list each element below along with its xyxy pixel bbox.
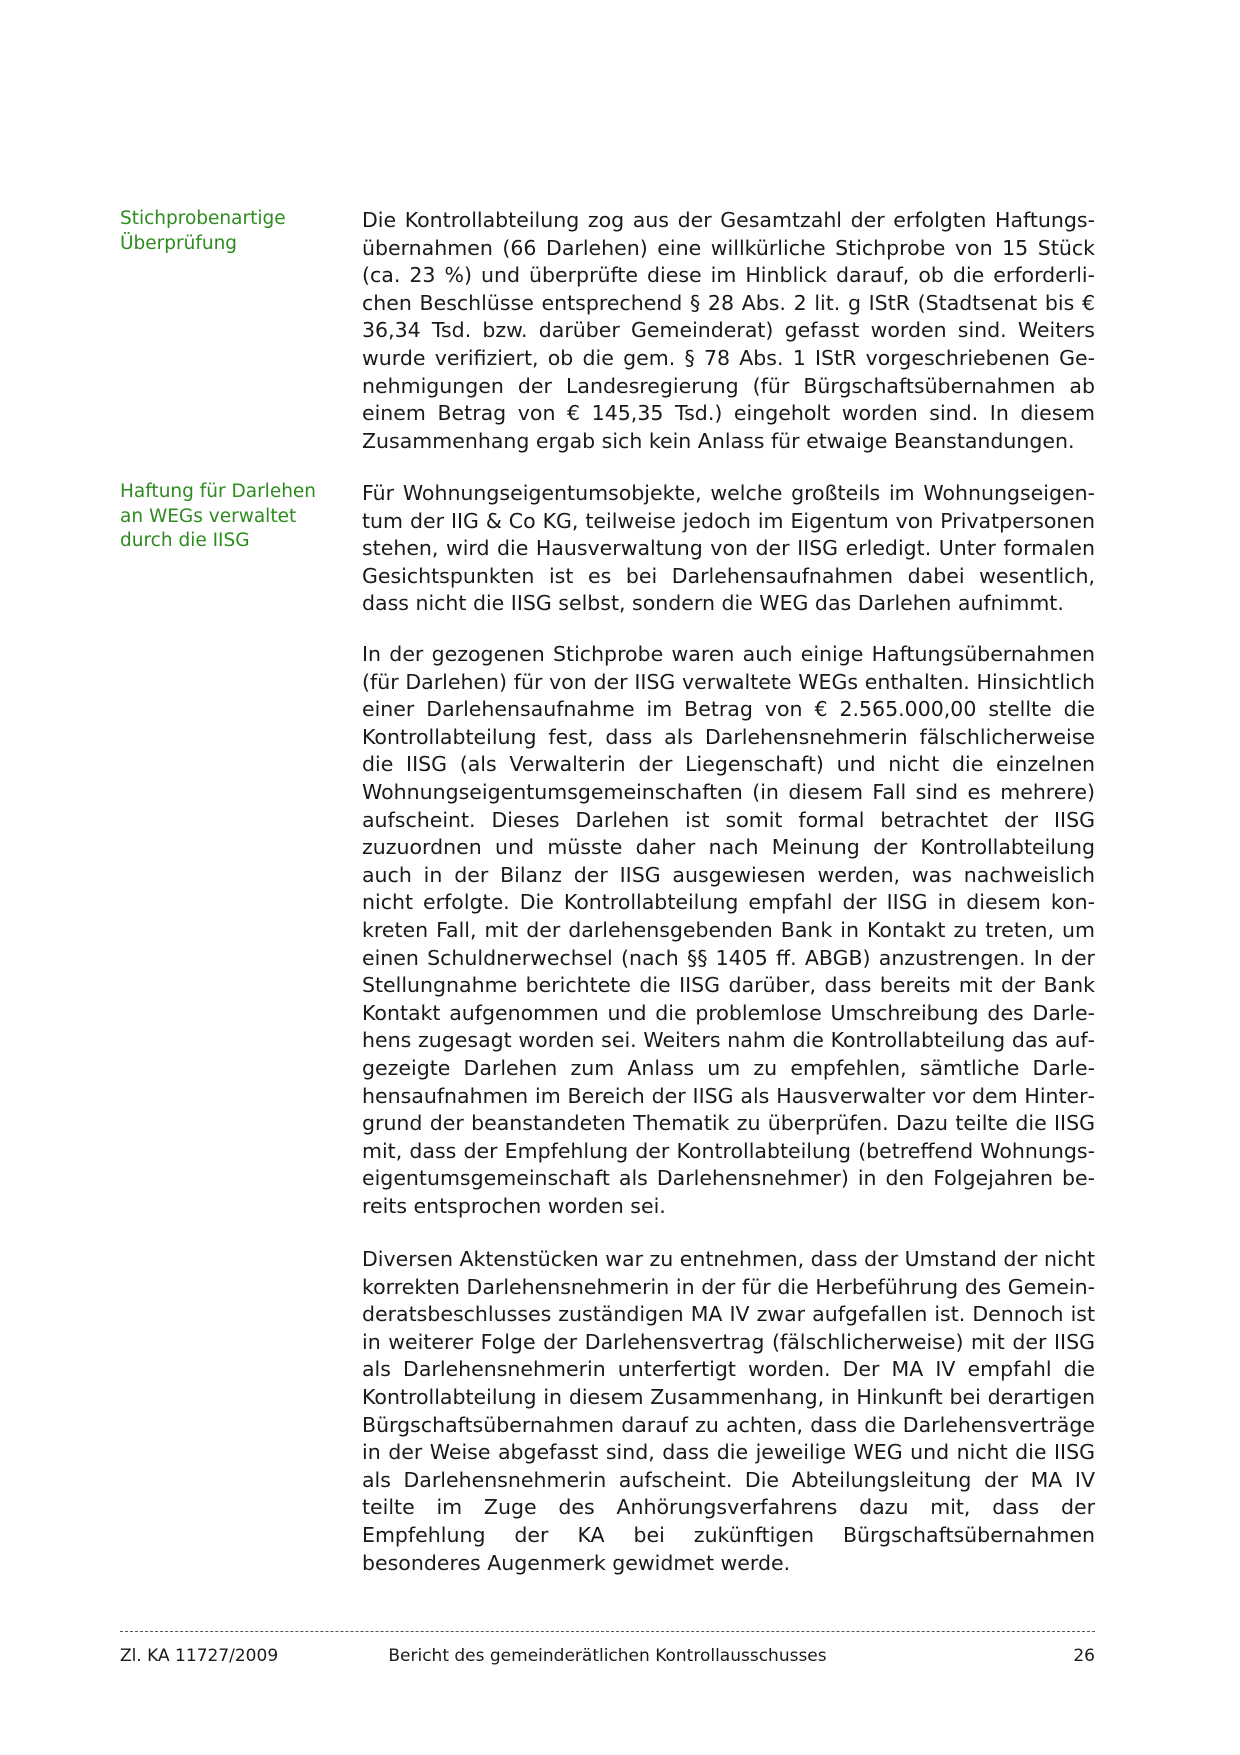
- paragraph: Die Kontrollabteilung zog aus der Gesamtzahl der erfolgten Haftungsübernahmen (66 Darlehen) eine willkürliche Stichprobe von 15 Stück (ca. 23 %) und überprüfte diese im Hinblick darauf, ob die erforderlichen Beschlüsse entsprechend § 28 Abs. 2 lit. g IStR (Stadtsenat bis € 36,34 Tsd. bzw. darüber Gemeinderat) gefasst worden sind. Weiters wurde verifiziert, ob die gem. § 78 Abs. 1 IStR vorgeschriebenen Genehmigungen der Landesregierung (für Bürgschaftsübernahmen ab einem Betrag von € 145,35 Tsd.) eingeholt worden sind. In diesem Zusammenhang ergab sich kein Anlass für etwaige Beanstandungen.: [362, 208, 1095, 453]
- section-body-stichprobe: [362, 207, 1095, 455]
- page-footer: [120, 1645, 1095, 1669]
- section-body-darlehen: [362, 641, 1095, 1220]
- section-body-aktenstuecke: [362, 1246, 1095, 1577]
- paragraph: In der gezogenen Stichprobe waren auch einige Haftungsübernahmen (für Darlehen) für von der IISG verwaltete WEGs enthalten. Hinsichtlich einer Darlehensaufnahme im Betrag von € 2.565.000,00 stellte die Kontrollabteilung fest, dass als Darlehensnehmerin fälschlicherweise die IISG (als Verwalterin der Liegenschaft) und nicht die einzelnen Wohnungseigentumsgemeinschaften (in diesem Fall sind es mehrere) aufscheint. Dieses Darlehen ist somit formal betrachtet der IISG zuzuordnen und müsste daher nach Meinung der Kontrollabteilung auch in der Bilanz der IISG ausgewiesen werden, was nachweislich nicht erfolgte. Die Kontrollabteilung empfahl der IISG in diesem konkreten Fall, mit der darlehensgebenden Bank in Kontakt zu treten, um einen Schuldnerwechsel (nach §§ 1405 ff. ABGB) anzustrengen. In der Stellungnahme berichtete die IISG darüber, dass bereits mit der Bank Kontakt aufgenommen und die problemlose Umschreibung des Darlehens zugesagt worden sei. Weiters nahm die Kontrollabteilung das aufgezeigte Darlehen zum Anlass um zu empfehlen, sämtliche Darlehensaufnahmen im Bereich der IISG als Hausverwalter vor dem Hintergrund der beanstandeten Thematik zu überprüfen. Dazu teilte die IISG mit, dass der Empfehlung der Kontrollabteilung (betreffend Wohnungseigentumsgemeinschaft als Darlehensnehmer) in den Folgejahren bereits entsprochen worden sei.: [362, 642, 1095, 1218]
- page-number: 26: [1073, 1646, 1095, 1666]
- footer-reference: Zl. KA 11727/2009: [120, 1646, 279, 1666]
- footer-divider: [120, 1631, 1095, 1632]
- section-body-haftung: [362, 480, 1095, 618]
- paragraph: Für Wohnungseigentumsobjekte, welche großteils im Wohnungseigentum der IIG & Co KG, teilweise jedoch im Eigentum von Privatpersonen stehen, wird die Hausverwaltung von der IISG erledigt. Unter formalen Gesichtspunkten ist es bei Darlehensaufnahmen dabei wesentlich, dass nicht die IISG selbst, sondern die WEG das Darlehen aufnimmt.: [362, 481, 1095, 616]
- margin-note-stichprobe: Stichprobenartige Überprüfung: [120, 208, 286, 254]
- margin-note-haftung: Haftung für Darlehen an WEGs verwaltet durch die IISG: [120, 481, 317, 551]
- footer-title: Bericht des gemeinderätlichen Kontrollausschusses: [388, 1646, 827, 1666]
- paragraph: Diversen Aktenstücken war zu entnehmen, dass der Umstand der nicht korrekten Darlehensnehmerin in der für die Herbeführung des Gemeinderatsbeschlusses zuständigen MA IV zwar aufgefallen ist. Dennoch ist in weiterer Folge der Darlehensvertrag (fälschlicherweise) mit der IISG als Darlehensnehmerin unterfertigt worden. Der MA IV empfahl die Kontrollabteilung in diesem Zusammenhang, in Hinkunft bei derartigen Bürgschaftsübernahmen darauf zu achten, dass die Darlehensverträge in der Weise abgefasst sind, dass die jeweilige WEG und nicht die IISG als Darlehensnehmerin aufscheint. Die Abteilungsleitung der MA IV teilte im Zuge des Anhörungsverfahrens dazu mit, dass der Empfehlung der KA bei zukünftigen Bürgschaftsübernahmen besonderes Augenmerk gewidmet werde.: [362, 1247, 1095, 1575]
